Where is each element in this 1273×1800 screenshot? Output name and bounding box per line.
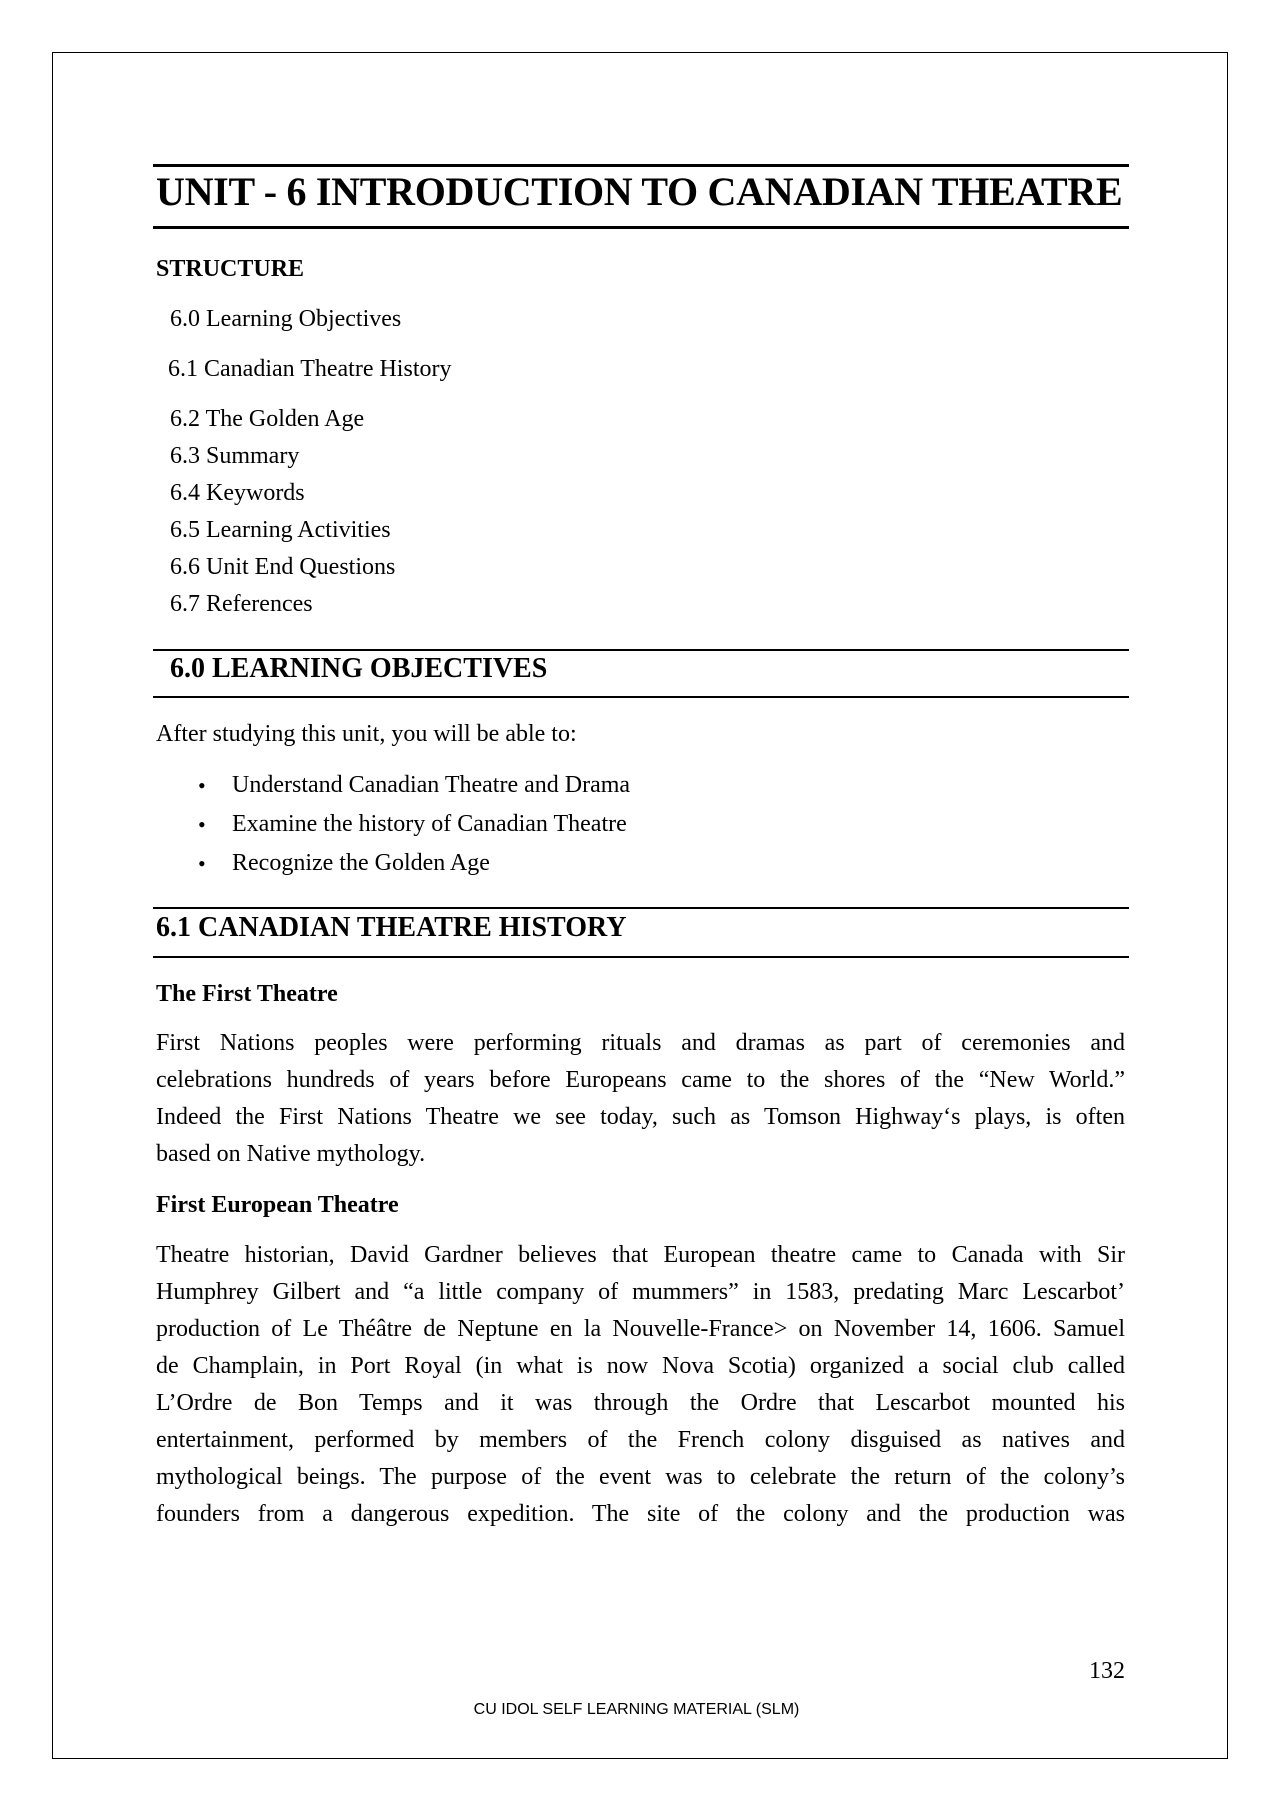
divider <box>153 907 1129 909</box>
page-number: 132 <box>1089 1658 1125 1684</box>
bullet-icon: • <box>198 851 206 876</box>
divider <box>153 649 1129 651</box>
objective-item: Examine the history of Canadian Theatre <box>232 811 627 837</box>
structure-item: 6.4 Keywords <box>170 480 305 506</box>
paragraph-line: based on Native mythology. <box>156 1141 426 1167</box>
paragraph-line: First Nations peoples were performing rituals and dramas as part of ceremonies and <box>156 1030 1125 1056</box>
paragraph-line: mythological beings. The purpose of the event was to celebrate the return of the colony’s <box>156 1464 1125 1490</box>
structure-item: 6.7 References <box>170 591 313 617</box>
subheading-first-european-theatre: First European Theatre <box>156 1192 399 1218</box>
structure-item: 6.1 Canadian Theatre History <box>168 356 452 382</box>
objective-item: Understand Canadian Theatre and Drama <box>232 772 631 798</box>
structure-item: 6.2 The Golden Age <box>170 406 365 432</box>
bullet-icon: • <box>198 812 206 837</box>
section-heading-history: 6.1 CANADIAN THEATRE HISTORY <box>156 912 627 943</box>
paragraph-line: entertainment, performed by members of the French colony disguised as natives and <box>156 1427 1125 1453</box>
structure-item: 6.5 Learning Activities <box>170 517 391 543</box>
paragraph-line: celebrations hundreds of years before Europeans came to the shores of the “New World.” <box>156 1067 1125 1093</box>
divider <box>153 164 1129 167</box>
objective-item: Recognize the Golden Age <box>232 850 490 876</box>
bullet-icon: • <box>198 773 206 798</box>
structure-item: 6.3 Summary <box>170 443 300 469</box>
page-title: UNIT - 6 INTRODUCTION TO CANADIAN THEATRE <box>156 169 1123 214</box>
structure-item: 6.0 Learning Objectives <box>170 306 402 332</box>
subheading-first-theatre: The First Theatre <box>156 981 338 1007</box>
divider <box>153 956 1129 958</box>
divider <box>153 696 1129 698</box>
paragraph-line: de Champlain, in Port Royal (in what is now Nova Scotia) organized a social club called <box>156 1353 1125 1379</box>
structure-heading: STRUCTURE <box>156 256 305 282</box>
footer: CU IDOL SELF LEARNING MATERIAL (SLM) <box>473 1701 800 1718</box>
paragraph-line: Theatre historian, David Gardner believes that European theatre came to Canada with Sir <box>156 1242 1125 1268</box>
paragraph-line: Indeed the First Nations Theatre we see today, such as Tomson Highway‘s plays, is often <box>156 1104 1125 1130</box>
structure-item: 6.6 Unit End Questions <box>170 554 396 580</box>
objectives-intro: After studying this unit, you will be able to: <box>156 721 577 747</box>
section-heading-objectives: 6.0 LEARNING OBJECTIVES <box>170 653 548 684</box>
divider <box>153 226 1129 229</box>
paragraph-line: founders from a dangerous expedition. The site of the colony and the production was <box>156 1501 1125 1527</box>
paragraph-line: L’Ordre de Bon Temps and it was through the Ordre that Lescarbot mounted his <box>156 1390 1125 1416</box>
paragraph-line: Humphrey Gilbert and “a little company of mummers” in 1583, predating Marc Lescarbot’ <box>156 1279 1125 1305</box>
paragraph-line: production of Le Théâtre de Neptune en la Nouvelle-France> on November 14, 1606. Samuel <box>156 1316 1125 1342</box>
